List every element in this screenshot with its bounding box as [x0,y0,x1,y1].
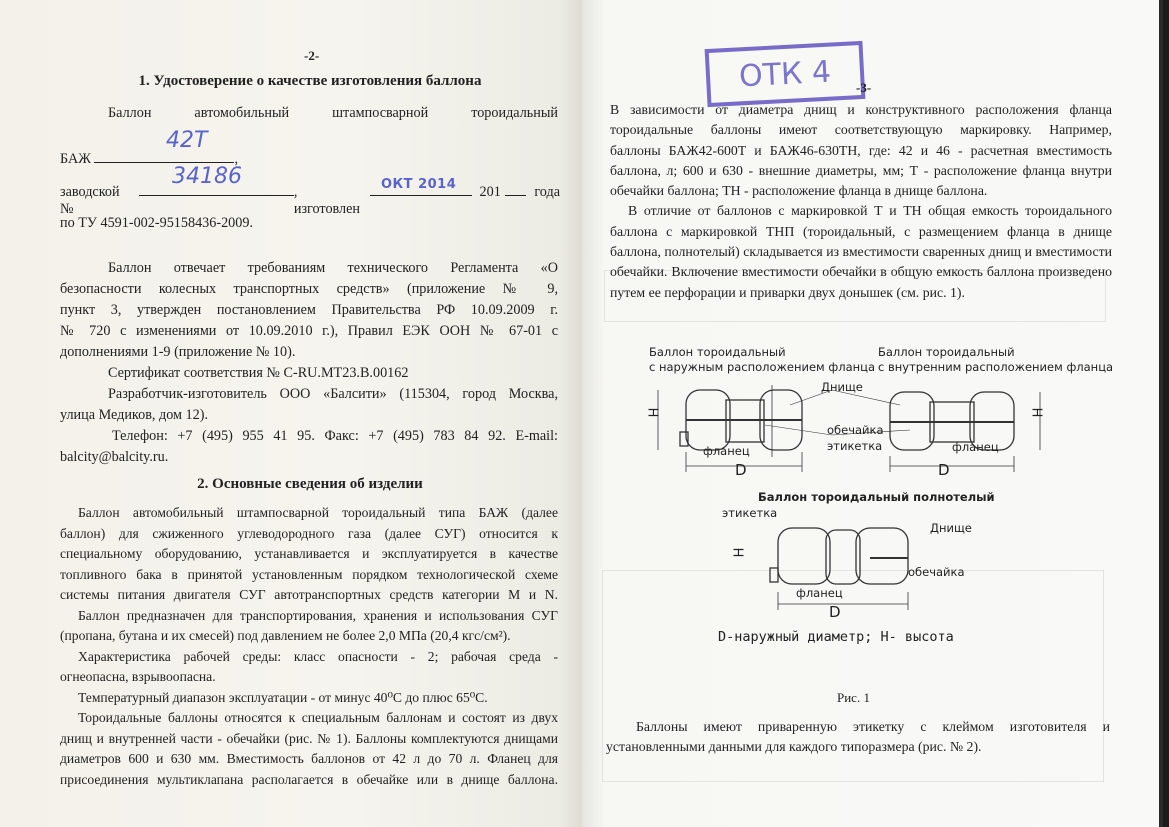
page-2 [0,0,582,827]
baz-intro: Баллон автомобильный штампосварной тороидальный [108,105,558,121]
section-1-title: 1. Удостоверение о качестве изготовления баллона [138,73,482,89]
label-flange-full: фланец [796,586,843,600]
label-flange-inner: фланец [952,440,999,454]
made-label: , изготовлен [293,184,361,217]
baz-handwritten-value: 42Т [166,128,208,153]
figure-caption: Рис. 1 [837,690,870,705]
label-flange-outer: фланец [703,444,750,458]
year-suffix: года [534,184,560,200]
year-prefix: 201 [479,184,501,200]
tu-line: по ТУ 4591-002-95158436-2009. [60,215,253,231]
label-height-full: H [732,547,748,558]
serial-handwritten-value: 34186 [172,164,242,189]
label-diameter-inner: D [938,461,950,479]
year-field [505,180,527,196]
contacts: Телефон: +7 (495) 955 41 95. Факс: +7 (495) 783 84 92. E-mail: [112,428,558,444]
diagram-inner-title: Баллон тороидальный с внутренним расположением фланца [878,345,1114,374]
label-tag: этикетка [827,439,883,453]
section-2-body: Баллон автомобильный штампосварной тороидальный типа БАЖ (далее баллон) для сжиженного углеводородного газа (далее СУГ) относится к специальному оборудованию, устанавливается и эксплуатируется в качестве топливного бака в принятой установленным порядком технологической схеме системы питания двигателя СУГ автотранспортных средств категории M и N. Баллон предназначен для транспортирования, хранения и использования СУГ (пропана, бутана и их смесей) под давлением не более 2,0 МПа (20,4 кгс/см²). Характеристика рабочей среды: класс опасности - 2; рабочая среда - огнеопасна, взрывоопасна. Температурный диапазон эксплуатации - от минус 40⁰С до плюс 65⁰С. Тороидальные баллоны относятся к специальным баллонам и состоят из двух днищ и внутренней части - обечайки (рис. № 1). Баллоны комплектуются днищами диаметров 600 и 630 мм. Вместимость баллонов от 42 л до 70 л. Фланец для присоединения мультиклапана располагается в обечайке или в днище баллона. [60,505,558,787]
certificate: Сертификат соответствия № C-RU.МТ23.В.00162 [108,365,409,381]
page-number: -2- [304,48,320,63]
figure-legend: D-наружный диаметр; H- высота [718,629,954,645]
label-diameter-outer: D [735,461,747,479]
diagram-outer-title: Баллон тороидальный с наружным расположением фланца [649,345,876,374]
label-shell: обечайка [827,423,884,437]
baz-label: БАЖ [60,151,91,167]
label-diameter-full: D [829,603,841,621]
marking-paragraph: В зависимости от диаметра днищ и конструктивного расположения фланца тороидальные баллоны имеют соответствующую маркировку. Например, баллоны БАЖ42-600Т и БАЖ46-630ТН, где: 42 и 46 - расчетная вместимость баллона, л; 600 и 630 - внешние диаметры, мм; Т - расположение фланца внутри обечайки баллона; ТН - расположение фланца в днище баллона. В отличие от баллонов с маркировкой Т и ТН общая емкость тороидального баллона с маркировкой ТНП (тороидальный, с размещением фланца в днище баллона, полнотелый) складывается из вместимости сваренных днищ и вместимости обечайки. Включение вместимости обечайки в общую емкость баллона произведено путем ее перфорации и приварки двух донышек (см. рис. 1). [610,102,1112,300]
email: balcity@balcity.ru. [60,449,169,465]
serial-label: заводской № [60,184,120,217]
label-bottom-full: Днище [930,521,972,535]
label-shell-full: обечайка [908,565,965,579]
manufacturer: Разработчик-изготовитель ООО «Балсити» (115304, город Москва, [108,386,558,402]
label-height-outer: H [647,407,663,418]
section-2-title: 2. Основные сведения об изделии [197,476,423,492]
label-height-inner: H [1031,407,1047,418]
label-bottom: Днище [821,380,863,394]
baz-field [94,147,234,163]
page-number: -3- [856,80,872,95]
otk-stamp: ОТК 4 [705,41,866,107]
baz-field-row: БАЖ , [60,147,560,168]
label-tag-full: этикетка [722,506,778,520]
compliance-paragraph: Баллон отвечает требованиям технического Регламента «О безопасности колесных транспортных средств» (приложение № 9, пункт 3, утвержден постановлением Правительства РФ 10.09.2009 г. № 720 с изменениями от 10.09.2010 г.), Правил ЕЭК ООН № 67-01 с дополнениями 1-9 (приложение № 10). Сертификат соответствия № C-RU.МТ23.В.00162 Разработчик-изготовитель ООО «Балсити» (115304, город Москва, улица Медиков, дом 12). Телефон: +7 (495) 955 41 95. Факс: +7 (495) 783 84 92. E-mail: balcity@balcity.ru. [60,258,558,468]
made-stamped-value: ОКТ 2014 [381,177,457,192]
diagram-full-title: Баллон тороидальный полнотелый [758,490,995,504]
label-paragraph: Баллоны имеют приваренную этикетку с клеймом изготовителя и установленными данными для каждого типоразмера (рис. № 2). [606,719,1110,754]
